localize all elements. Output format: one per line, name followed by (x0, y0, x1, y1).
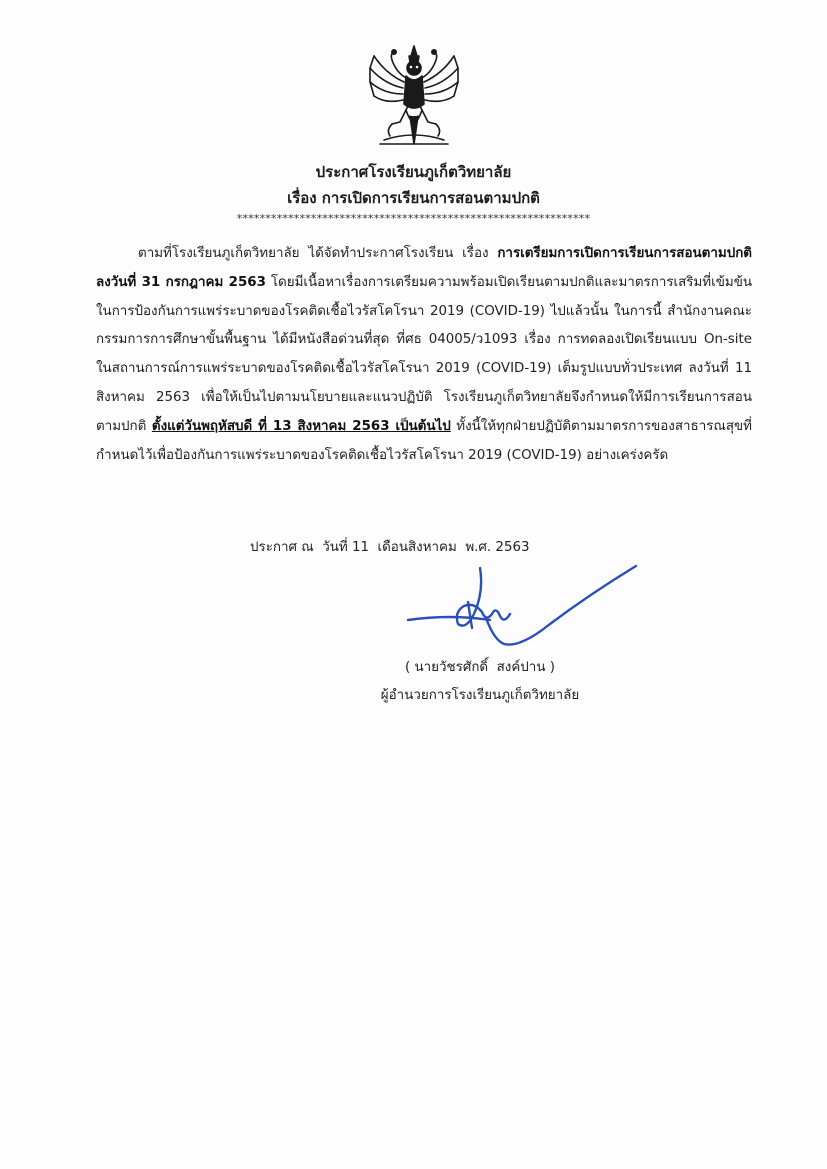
body-text-segment: ทั้งนี้ให้ทุกฝ่ายปฏิบัติตามมาตรการของสาธารณสุขที่กำหนดไว้เพื่อป้องกันการแพร่ระบาดของโรคติดเชื้อไวรัสโคโรนา 2019 (COVID-19) อย่างเคร่งครัด (96, 418, 752, 463)
body-text-segment: โดยมีเนื้อหาเรื่องการเตรียมความพร้อมเปิดเรียนตามปกติและมาตรการเสริมที่เข้มข้นในการป้องกันการแพร่ระบาดของโรคติดเชื้อไวรัสโคโรนา 2019 (COVID-19) ไปแล้วนั้น ในการนี้ สำนักงานคณะกรรมการการศึกษาขั้นพื้นฐาน ได้มีหนังสือด่วนที่สุด ที่ศธ 04005/ว1093 เรื่อง การทดลองเปิดเรียนแบบ On-site ในสถานการณ์การแพร่ระบาดของโรคติดเชื้อไวรัสโคโรนา 2019 (COVID-19) เต็มรูปแบบทั่วประเทศ ลงวันที่ 11 สิงหาคม 2563 เพื่อให้เป็นไปตามนโยบายและแนวปฏิบัติ โรงเรียนภูเก็ตวิทยาลัยจึงกำหนดให้มีการเรียนการสอนตามปกติ (96, 274, 752, 434)
asterisk-divider: ************************************************************** (236, 212, 591, 225)
signer-name: ( นายวัชรศักดิ์ สงค์ปาน ) (405, 660, 555, 675)
body-bold-reference: การเตรียมการเปิดการเรียนการสอนตามปกติ ลงวันที่ 31 กรกฎาคม 2563 (96, 246, 752, 290)
announcement-subject: เรื่อง การเปิดการเรียนการสอนตามปกติ (287, 189, 540, 207)
signer-position: ผู้อำนวยการโรงเรียนภูเก็ตวิทยาลัย (380, 688, 580, 703)
handwritten-signature-icon (400, 562, 640, 658)
announcement-title: ประกาศโรงเรียนภูเก็ตวิทยาลัย (315, 163, 512, 181)
body-bold-start-date: ตั้งแต่วันพฤหัสบดี ที่ 13 สิงหาคม 2563 เป็นต้นไป (151, 418, 451, 434)
announcement-body (96, 240, 752, 470)
announcement-date: ประกาศ ณ วันที่ 11 เดือนสิงหาคม พ.ศ. 2563 (250, 540, 530, 555)
garuda-emblem-icon (366, 44, 462, 148)
body-text-segment: ตามที่โรงเรียนภูเก็ตวิทยาลัย ได้จัดทำประกาศโรงเรียน เรื่อง (138, 246, 498, 261)
